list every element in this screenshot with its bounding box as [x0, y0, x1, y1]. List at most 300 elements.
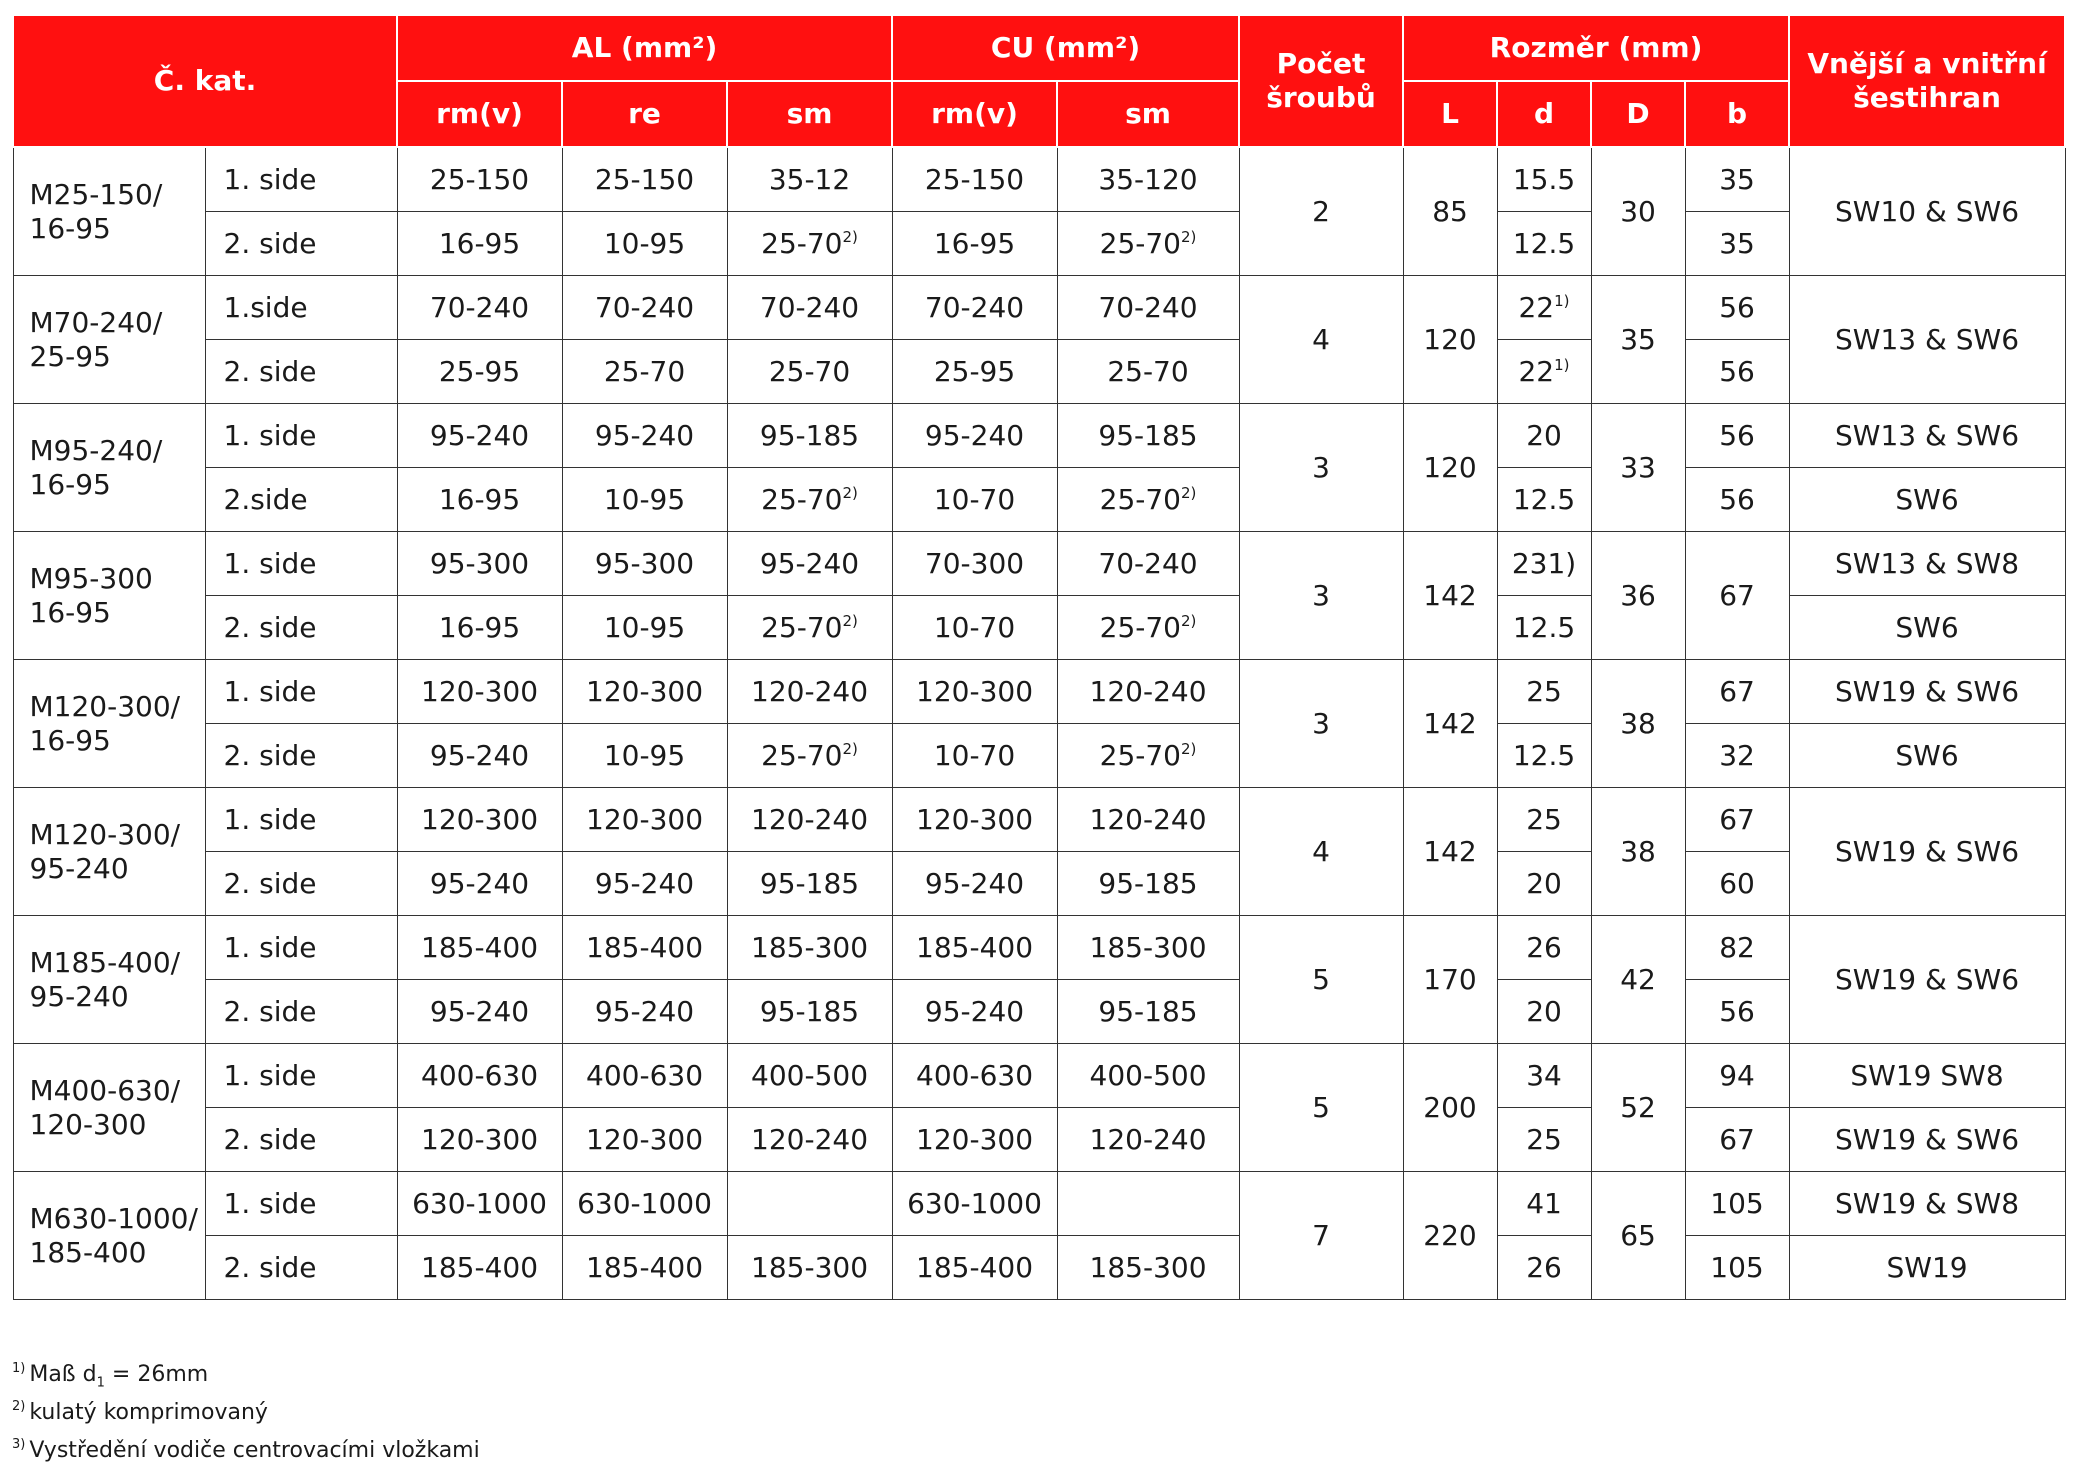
al-re-cell: 185-400: [562, 916, 727, 980]
al-sm-cell-value: 400-500: [751, 1059, 869, 1092]
cu-sm-cell-value: 25-70: [1107, 355, 1189, 388]
side-label: 1. side: [205, 916, 397, 980]
dim-d-value: 20: [1526, 995, 1562, 1028]
al-re-cell: 400-630: [562, 1044, 727, 1108]
side-label: 1.side: [205, 276, 397, 340]
side-label: 2. side: [205, 1108, 397, 1172]
footnote-ref: 2): [842, 740, 858, 758]
al-re-cell: 120-300: [562, 660, 727, 724]
dim-L: 142: [1403, 660, 1497, 788]
dim-D: 65: [1591, 1172, 1685, 1300]
cu-rmv-cell: 185-400: [892, 1236, 1057, 1300]
cu-sm-cell: [1057, 1236, 1239, 1300]
dim-b: 94: [1685, 1044, 1789, 1108]
al-re-cell: 120-300: [562, 1108, 727, 1172]
al-sm-cell-value: 70-240: [759, 291, 860, 324]
dim-d: [1497, 147, 1591, 212]
dim-d-value: 15.5: [1512, 163, 1576, 196]
al-rmv-cell: 95-240: [397, 404, 562, 468]
model-name: M70-240/ 25-95: [13, 276, 205, 404]
al-rmv-cell: 16-95: [397, 596, 562, 660]
dim-b: 105: [1685, 1236, 1789, 1300]
cu-sm-cell: [1057, 852, 1239, 916]
hex-size: SW13 & SW6: [1789, 404, 2065, 468]
al-sm-cell-value: 25-70: [761, 611, 843, 644]
dim-D: 38: [1591, 788, 1685, 916]
side-label: 1. side: [205, 660, 397, 724]
al-sm-cell-value: 35-12: [768, 163, 851, 196]
side-label: 2. side: [205, 340, 397, 404]
al-sm-cell-value: 120-240: [751, 675, 869, 708]
cu-sm-cell: [1057, 404, 1239, 468]
al-sm-cell-value: 25-70: [761, 739, 843, 772]
al-re-cell: 10-95: [562, 212, 727, 276]
bolt-count: 3: [1239, 404, 1403, 532]
side-label: 2. side: [205, 1236, 397, 1300]
side-label: 1. side: [205, 1044, 397, 1108]
table-row: [13, 852, 2065, 916]
dim-b: 35: [1685, 212, 1789, 276]
dim-L: 200: [1403, 1044, 1497, 1172]
al-rmv-cell: 16-95: [397, 468, 562, 532]
dim-L: 85: [1403, 147, 1497, 276]
footnote-text: Vystředění vodiče centrovacími vložkami: [29, 1438, 480, 1463]
dim-b: 56: [1685, 980, 1789, 1044]
dim-d: [1497, 852, 1591, 916]
al-rmv-cell: 25-150: [397, 147, 562, 212]
table-row: [13, 1236, 2065, 1300]
dim-d: [1497, 788, 1591, 852]
al-rmv-cell: 630-1000: [397, 1172, 562, 1236]
dim-D: 30: [1591, 147, 1685, 276]
bolt-count: 4: [1239, 788, 1403, 916]
al-sm-cell-value: 25-70: [761, 483, 843, 516]
cu-rmv-cell: 10-70: [892, 468, 1057, 532]
table-row: [13, 980, 2065, 1044]
header-al-sm: sm: [727, 81, 892, 147]
header-cu: CU (mm²): [892, 15, 1239, 81]
cu-rmv-cell: 400-630: [892, 1044, 1057, 1108]
cu-sm-cell: [1057, 596, 1239, 660]
cu-sm-cell: [1057, 1172, 1239, 1236]
al-rmv-cell: 185-400: [397, 916, 562, 980]
footnote-ref: 2): [1181, 228, 1197, 246]
footnote-ref: 2): [1181, 612, 1197, 630]
cu-rmv-cell: 630-1000: [892, 1172, 1057, 1236]
cu-sm-cell-value: 120-240: [1089, 803, 1207, 836]
cu-sm-cell-value: 400-500: [1089, 1059, 1207, 1092]
dim-D: 35: [1591, 276, 1685, 404]
footnote-2: [12, 1394, 480, 1432]
al-rmv-cell: 120-300: [397, 788, 562, 852]
dim-d-value: 26: [1526, 1251, 1562, 1284]
header-b: b: [1685, 81, 1789, 147]
cu-sm-cell-value: 95-185: [1098, 867, 1198, 900]
dim-b: 60: [1685, 852, 1789, 916]
al-sm-cell-value: 95-185: [759, 995, 860, 1028]
hex-size: SW19 SW8: [1789, 1044, 2065, 1108]
al-rmv-cell: 95-240: [397, 724, 562, 788]
cu-sm-cell: [1057, 147, 1239, 212]
cu-rmv-cell: 120-300: [892, 788, 1057, 852]
dim-L: 120: [1403, 404, 1497, 532]
bolt-count: 7: [1239, 1172, 1403, 1300]
cu-sm-cell-value: 25-70: [1099, 739, 1181, 772]
side-label: 2. side: [205, 980, 397, 1044]
al-sm-cell: [727, 1236, 892, 1300]
hex-size: SW19 & SW6: [1789, 916, 2065, 1044]
table-row: [13, 212, 2065, 276]
side-label: 2. side: [205, 724, 397, 788]
al-rmv-cell: 95-240: [397, 852, 562, 916]
dim-b: 67: [1685, 532, 1789, 660]
dim-b: 82: [1685, 916, 1789, 980]
al-sm-cell: [727, 276, 892, 340]
dim-L: 142: [1403, 788, 1497, 916]
footnote-ref: 2): [1181, 484, 1197, 502]
side-label: 2. side: [205, 596, 397, 660]
dim-b: 32: [1685, 724, 1789, 788]
dim-d-value: 22: [1518, 291, 1555, 324]
hex-size: SW13 & SW6: [1789, 276, 2065, 404]
model-name: M120-300/ 95-240: [13, 788, 205, 916]
cu-rmv-cell: 95-240: [892, 980, 1057, 1044]
dim-d: [1497, 532, 1591, 596]
footnote-ref: 1): [1554, 356, 1570, 374]
header-row-1: [13, 15, 2065, 81]
al-sm-cell-value: 120-240: [751, 1123, 869, 1156]
cu-sm-cell: [1057, 1044, 1239, 1108]
cu-sm-cell-value: 35-120: [1098, 163, 1198, 196]
cu-sm-cell-value: 95-185: [1098, 419, 1198, 452]
footnote-text: = 26mm: [104, 1362, 209, 1387]
dim-d: [1497, 1044, 1591, 1108]
dim-D: 33: [1591, 404, 1685, 532]
dim-d: [1497, 1236, 1591, 1300]
header-al-rmv: rm(v): [397, 81, 562, 147]
bolt-count: 3: [1239, 532, 1403, 660]
spec-table: [12, 14, 2066, 1300]
al-rmv-cell: 70-240: [397, 276, 562, 340]
model-name: M25-150/ 16-95: [13, 147, 205, 276]
al-sm-cell: [727, 660, 892, 724]
al-sm-cell: [727, 212, 892, 276]
al-rmv-cell: 95-300: [397, 532, 562, 596]
model-name: M120-300/ 16-95: [13, 660, 205, 788]
dim-b: 67: [1685, 788, 1789, 852]
dim-D: 42: [1591, 916, 1685, 1044]
al-sm-cell-value: 120-240: [751, 803, 869, 836]
dim-b: 35: [1685, 147, 1789, 212]
dim-d-value: 231): [1511, 547, 1577, 580]
al-sm-cell-value: 95-185: [759, 419, 860, 452]
model-name: M185-400/ 95-240: [13, 916, 205, 1044]
footnote-mark: 1): [12, 1361, 26, 1376]
cu-sm-cell-value: 185-300: [1089, 931, 1207, 964]
dim-L: 220: [1403, 1172, 1497, 1300]
cu-rmv-cell: 25-95: [892, 340, 1057, 404]
hex-size: SW19 & SW6: [1789, 660, 2065, 724]
cu-rmv-cell: 95-240: [892, 404, 1057, 468]
header-D: D: [1591, 81, 1685, 147]
al-sm-cell: [727, 788, 892, 852]
dim-D: 36: [1591, 532, 1685, 660]
hex-size: SW6: [1789, 468, 2065, 532]
cu-sm-cell: [1057, 468, 1239, 532]
side-label: 2. side: [205, 852, 397, 916]
bolt-count: 2: [1239, 147, 1403, 276]
table-row: [13, 1172, 2065, 1236]
dim-d: [1497, 468, 1591, 532]
cu-sm-cell: [1057, 916, 1239, 980]
al-sm-cell: [727, 532, 892, 596]
dim-d: [1497, 340, 1591, 404]
dim-d: [1497, 1172, 1591, 1236]
cu-sm-cell: [1057, 788, 1239, 852]
table-row: [13, 724, 2065, 788]
dim-d: [1497, 276, 1591, 340]
dim-d-value: 34: [1526, 1059, 1562, 1092]
dim-b: 67: [1685, 1108, 1789, 1172]
cu-sm-cell-value: 120-240: [1089, 1123, 1207, 1156]
footnotes: [12, 1356, 480, 1470]
cu-sm-cell: [1057, 340, 1239, 404]
dim-D: 38: [1591, 660, 1685, 788]
al-rmv-cell: 95-240: [397, 980, 562, 1044]
cu-sm-cell-value: 70-240: [1098, 547, 1198, 580]
dim-b: 67: [1685, 660, 1789, 724]
dim-d-value: 41: [1526, 1187, 1562, 1220]
cu-rmv-cell: 10-70: [892, 724, 1057, 788]
hex-size: SW6: [1789, 596, 2065, 660]
header-cu-rmv: rm(v): [892, 81, 1057, 147]
al-sm-cell: [727, 147, 892, 212]
al-re-cell: 630-1000: [562, 1172, 727, 1236]
al-rmv-cell: 25-95: [397, 340, 562, 404]
hex-size: SW19 & SW6: [1789, 788, 2065, 916]
al-sm-cell: [727, 852, 892, 916]
dim-L: 170: [1403, 916, 1497, 1044]
bolt-count: 4: [1239, 276, 1403, 404]
footnote-3: [12, 1432, 480, 1470]
header-dims: Rozměr (mm): [1403, 15, 1789, 81]
al-rmv-cell: 120-300: [397, 660, 562, 724]
al-sm-cell: [727, 916, 892, 980]
cu-rmv-cell: 10-70: [892, 596, 1057, 660]
header-d: d: [1497, 81, 1591, 147]
footnote-text: kulatý komprimovaný: [29, 1400, 268, 1425]
table-row: [13, 788, 2065, 852]
al-sm-cell: [727, 468, 892, 532]
al-re-cell: 95-240: [562, 980, 727, 1044]
al-sm-cell-value: 95-240: [759, 547, 860, 580]
dim-d-value: 12.5: [1512, 611, 1576, 644]
dim-d-value: 22: [1518, 355, 1555, 388]
al-rmv-cell: 185-400: [397, 1236, 562, 1300]
al-sm-cell: [727, 1044, 892, 1108]
dim-d: [1497, 980, 1591, 1044]
dim-b: 105: [1685, 1172, 1789, 1236]
al-re-cell: 10-95: [562, 468, 727, 532]
footnote-1: [12, 1356, 480, 1394]
cu-rmv-cell: 120-300: [892, 1108, 1057, 1172]
dim-d: [1497, 916, 1591, 980]
al-sm-cell: [727, 340, 892, 404]
footnote-ref: 2): [842, 612, 858, 630]
cu-rmv-cell: 120-300: [892, 660, 1057, 724]
al-rmv-cell: 120-300: [397, 1108, 562, 1172]
model-name: M95-300 16-95: [13, 532, 205, 660]
dim-d: [1497, 660, 1591, 724]
table-row: [13, 1044, 2065, 1108]
dim-d: [1497, 212, 1591, 276]
side-label: 2. side: [205, 212, 397, 276]
footnote-ref: 1): [1554, 292, 1570, 310]
hex-size: SW19: [1789, 1236, 2065, 1300]
cu-sm-cell-value: 70-240: [1098, 291, 1198, 324]
footnote-mark: 2): [12, 1399, 26, 1414]
al-re-cell: 25-150: [562, 147, 727, 212]
al-re-cell: 120-300: [562, 788, 727, 852]
al-sm-cell-value: 95-185: [759, 867, 860, 900]
dim-d-value: 20: [1526, 419, 1562, 452]
cu-rmv-cell: 70-240: [892, 276, 1057, 340]
dim-d-value: 25: [1526, 1123, 1562, 1156]
side-label: 2.side: [205, 468, 397, 532]
al-rmv-cell: 400-630: [397, 1044, 562, 1108]
dim-d: [1497, 596, 1591, 660]
hex-size: SW10 & SW6: [1789, 147, 2065, 276]
cu-sm-cell-value: 120-240: [1089, 675, 1207, 708]
al-sm-cell-value: 25-70: [768, 355, 851, 388]
al-re-cell: 25-70: [562, 340, 727, 404]
dim-b: 56: [1685, 468, 1789, 532]
dim-D: 52: [1591, 1044, 1685, 1172]
al-re-cell: 10-95: [562, 596, 727, 660]
hex-size: SW19 & SW8: [1789, 1172, 2065, 1236]
bolt-count: 5: [1239, 916, 1403, 1044]
table-row: [13, 1108, 2065, 1172]
cu-rmv-cell: 95-240: [892, 852, 1057, 916]
table-row: [13, 660, 2065, 724]
al-re-cell: 95-240: [562, 852, 727, 916]
cu-sm-cell-value: 185-300: [1089, 1251, 1207, 1284]
al-sm-cell-value: 185-300: [751, 1251, 869, 1284]
table-row: [13, 340, 2065, 404]
al-sm-cell: [727, 404, 892, 468]
cu-sm-cell: [1057, 276, 1239, 340]
dim-d: [1497, 1108, 1591, 1172]
cu-sm-cell: [1057, 724, 1239, 788]
cu-rmv-cell: 70-300: [892, 532, 1057, 596]
dim-d-value: 12.5: [1512, 739, 1576, 772]
al-sm-cell-value: 25-70: [761, 227, 843, 260]
table-row: [13, 276, 2065, 340]
header-cu-sm: sm: [1057, 81, 1239, 147]
al-re-cell: 10-95: [562, 724, 727, 788]
table-row: [13, 147, 2065, 212]
hex-size: SW19 & SW6: [1789, 1108, 2065, 1172]
cu-sm-cell: [1057, 212, 1239, 276]
hex-size: SW6: [1789, 724, 2065, 788]
dim-d-value: 25: [1526, 803, 1562, 836]
footnote-mark: 3): [12, 1437, 26, 1452]
dim-d: [1497, 404, 1591, 468]
footnote-text: Maß d: [29, 1362, 97, 1387]
footnote-ref: 2): [842, 484, 858, 502]
cu-rmv-cell: 16-95: [892, 212, 1057, 276]
cu-sm-cell-value: 25-70: [1099, 227, 1181, 260]
cu-sm-cell: [1057, 660, 1239, 724]
side-label: 1. side: [205, 532, 397, 596]
al-re-cell: 70-240: [562, 276, 727, 340]
dim-d-value: 12.5: [1512, 483, 1576, 516]
dim-L: 120: [1403, 276, 1497, 404]
cu-sm-cell: [1057, 532, 1239, 596]
al-sm-cell: [727, 724, 892, 788]
dim-b: 56: [1685, 340, 1789, 404]
table-row: [13, 532, 2065, 596]
cu-rmv-cell: 185-400: [892, 916, 1057, 980]
cu-sm-cell-value: 25-70: [1099, 611, 1181, 644]
cu-sm-cell: [1057, 1108, 1239, 1172]
al-sm-cell: [727, 1172, 892, 1236]
dim-d-value: 26: [1526, 931, 1562, 964]
al-re-cell: 185-400: [562, 1236, 727, 1300]
cu-rmv-cell: 25-150: [892, 147, 1057, 212]
al-sm-cell-value: 185-300: [751, 931, 869, 964]
cu-sm-cell-value: 25-70: [1099, 483, 1181, 516]
dim-d-value: 25: [1526, 675, 1562, 708]
model-name: M400-630/ 120-300: [13, 1044, 205, 1172]
footnote-subscript: 1: [96, 1375, 105, 1391]
header-L: L: [1403, 81, 1497, 147]
header-al: AL (mm²): [397, 15, 892, 81]
table-row: [13, 468, 2065, 532]
header-bolts: Počet šroubů: [1239, 15, 1403, 147]
model-name: M95-240/ 16-95: [13, 404, 205, 532]
al-re-cell: 95-300: [562, 532, 727, 596]
hex-size: SW13 & SW8: [1789, 532, 2065, 596]
dim-b: 56: [1685, 404, 1789, 468]
footnote-ref: 2): [1181, 740, 1197, 758]
table-body: [13, 147, 2065, 1300]
dim-d-value: 12.5: [1512, 227, 1576, 260]
side-label: 1. side: [205, 788, 397, 852]
al-rmv-cell: 16-95: [397, 212, 562, 276]
header-al-re: re: [562, 81, 727, 147]
al-sm-cell: [727, 1108, 892, 1172]
footnote-ref: 2): [842, 228, 858, 246]
header-cat: Č. kat.: [13, 15, 397, 147]
model-name: M630-1000/ 185-400: [13, 1172, 205, 1300]
al-re-cell: 95-240: [562, 404, 727, 468]
dim-b: 56: [1685, 276, 1789, 340]
bolt-count: 5: [1239, 1044, 1403, 1172]
dim-d-value: 20: [1526, 867, 1562, 900]
table-row: [13, 916, 2065, 980]
cu-sm-cell: [1057, 980, 1239, 1044]
side-label: 1. side: [205, 147, 397, 212]
table-row: [13, 404, 2065, 468]
dim-L: 142: [1403, 532, 1497, 660]
al-sm-cell: [727, 980, 892, 1044]
cu-sm-cell-value: 95-185: [1098, 995, 1198, 1028]
al-sm-cell: [727, 596, 892, 660]
bolt-count: 3: [1239, 660, 1403, 788]
side-label: 1. side: [205, 404, 397, 468]
side-label: 1. side: [205, 1172, 397, 1236]
